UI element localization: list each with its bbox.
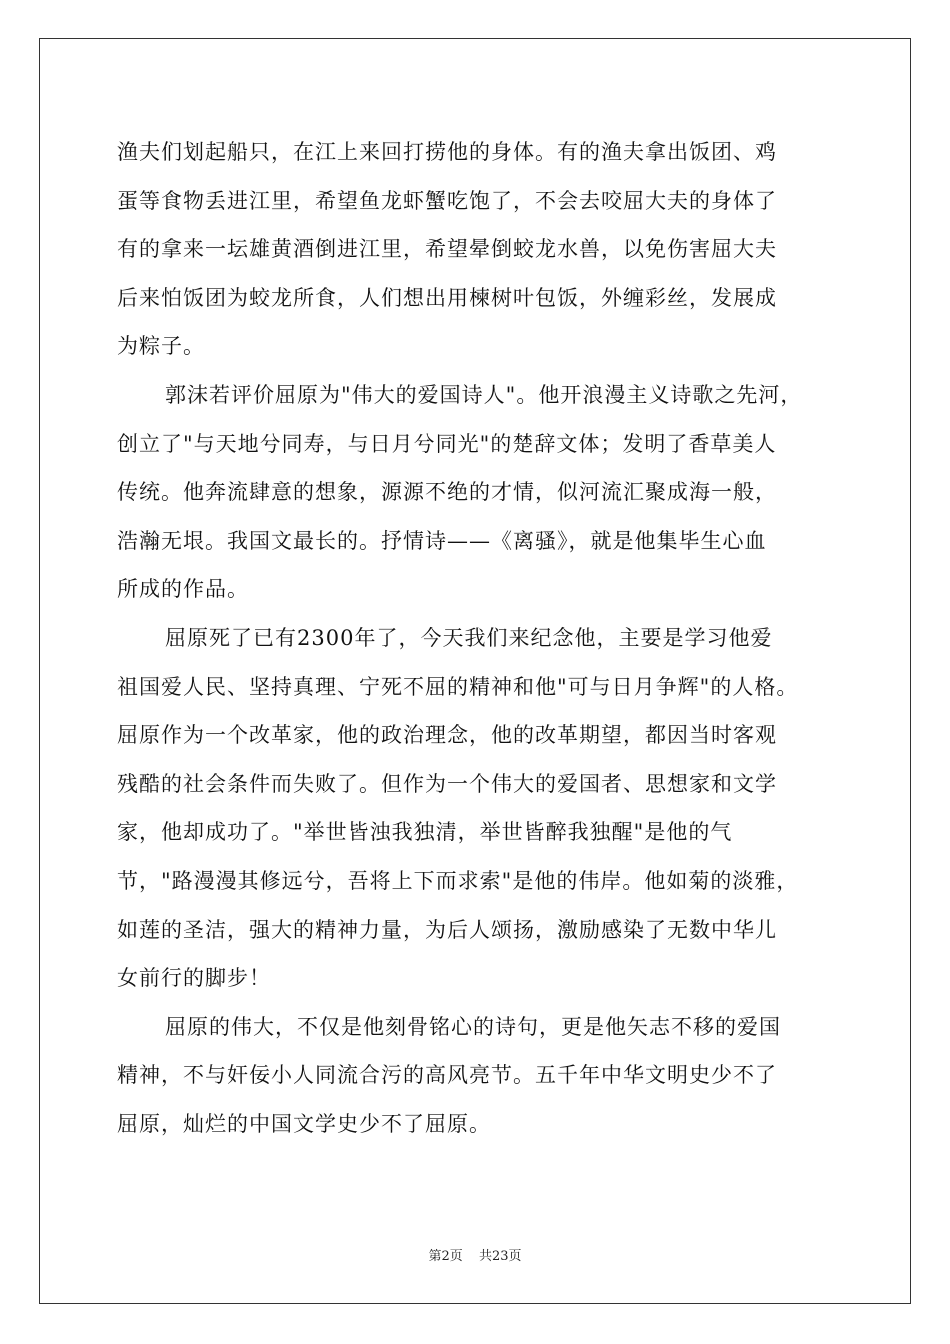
- page-footer: [0, 1245, 950, 1264]
- text-line: 有的拿来一坛雄黄酒倒进江里，希望晕倒蛟龙水兽，以免伤害屈大夫: [117, 237, 777, 262]
- text-line: 渔夫们划起船只，在江上来回打捞他的身体。有的渔夫拿出饭团、鸡: [117, 140, 777, 164]
- page-total: 共23页: [478, 1249, 522, 1264]
- text-line: 蛋等食物丢进江里，希望鱼龙虾蟹吃饱了，不会去咬屈大夫的身体了: [117, 188, 777, 213]
- document-body: [117, 128, 837, 1148]
- text-line: 浩瀚无垠。我国文最长的。抒情诗——《离骚》，就是他集毕生心血: [117, 528, 767, 553]
- paragraph-first-line: 郭沫若评价屈原为"伟大的爱国诗人"。他开浪漫主义诗歌之先河，: [165, 382, 803, 407]
- text-line: 残酷的社会条件而失败了。但作为一个伟大的爱国者、思想家和文学: [117, 771, 777, 796]
- text-line: 屈原，灿烂的中国文学史少不了屈原。: [117, 1111, 491, 1136]
- text-line: 精神，不与奸佞小人同流合污的高风亮节。五千年中华文明史少不了: [117, 1063, 777, 1088]
- text-line: 创立了"与天地兮同寿，与日月兮同光"的楚辞文体；发明了香草美人: [117, 431, 777, 456]
- paragraph-first-line: 屈原死了已有2300年了，今天我们来纪念他，主要是学习他爱: [165, 625, 773, 650]
- text-line: 屈原作为一个改革家，他的政治理念，他的改革期望，都因当时客观: [117, 723, 777, 748]
- text-line: 女前行的脚步！: [117, 966, 271, 991]
- text-line: 祖国爱人民、坚持真理、宁死不屈的精神和他"可与日月争辉"的人格。: [117, 674, 799, 699]
- text-line: 为粽子。: [117, 334, 205, 359]
- text-line: 如莲的圣洁，强大的精神力量，为后人颂扬，激励感染了无数中华儿: [117, 917, 777, 942]
- text-line: 节，"路漫漫其修远兮，吾将上下而求索"是他的伟岸。他如菊的淡雅，: [117, 868, 799, 893]
- page-number: 第2页: [428, 1249, 463, 1264]
- text-line: 家，他却成功了。"举世皆浊我独清，举世皆醉我独醒"是他的气: [117, 820, 733, 845]
- paragraph-first-line: 屈原的伟大，不仅是他刻骨铭心的诗句，更是他矢志不移的爱国: [165, 1014, 781, 1039]
- text-line: 所成的作品。: [117, 577, 249, 602]
- text-line: 后来怕饭团为蛟龙所食，人们想出用楝树叶包饭，外缠彩丝，发展成: [117, 285, 777, 310]
- text-line: 传统。他奔流肆意的想象，源源不绝的才情，似河流汇聚成海一般，: [117, 480, 777, 505]
